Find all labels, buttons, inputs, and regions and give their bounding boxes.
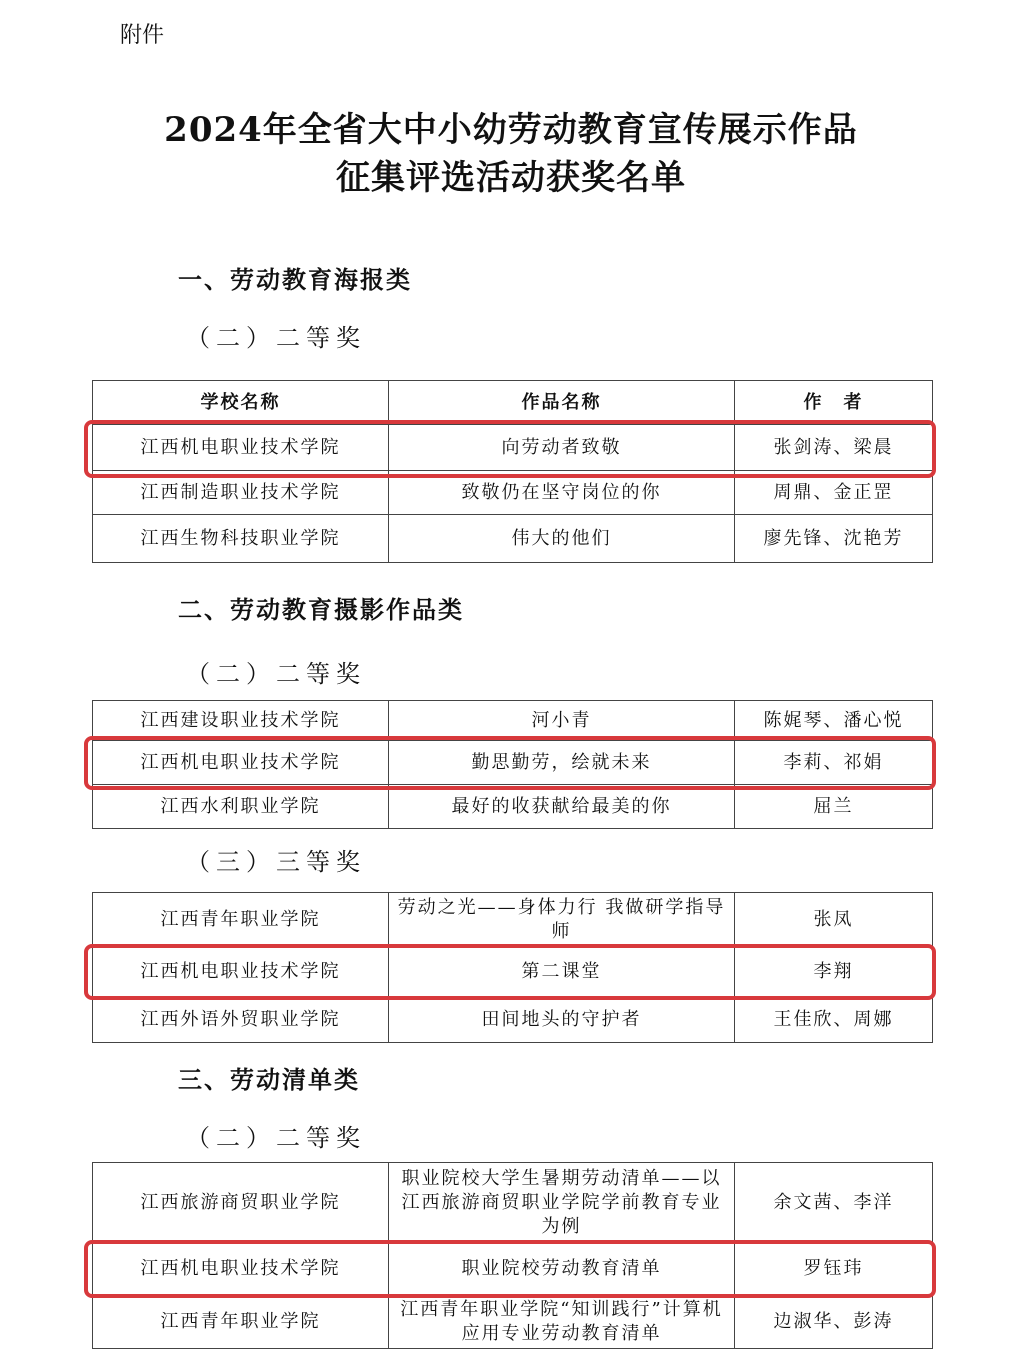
- work-cell: 向劳动者致敬: [389, 425, 735, 471]
- work-cell: 伟大的他们: [389, 515, 735, 563]
- work-cell: 河小青: [389, 701, 735, 741]
- work-cell: 第二课堂: [389, 947, 735, 997]
- award-heading: （三）三等奖: [186, 848, 366, 876]
- table-row: [93, 515, 933, 563]
- table-row: [93, 471, 933, 515]
- work-cell: 勤思勤劳，绘就未来: [389, 741, 735, 785]
- table-row: [93, 1295, 933, 1349]
- author-cell: 陈娓琴、潘心悦: [735, 701, 933, 741]
- table-row: [93, 947, 933, 997]
- award-heading: （二）二等奖: [186, 660, 366, 688]
- page-title-line1: 2024年全省大中小幼劳动教育宣传展示作品: [164, 110, 858, 150]
- school-cell: 江西外语外贸职业学院: [93, 997, 389, 1043]
- awards-table-poster: [92, 380, 933, 563]
- author-cell: 李翔: [735, 947, 933, 997]
- award-heading: （二）二等奖: [186, 1124, 366, 1152]
- school-cell: 江西制造职业技术学院: [93, 471, 389, 515]
- author-cell: 张凤: [735, 893, 933, 947]
- section-heading-photo: 二、劳动教育摄影作品类: [178, 596, 464, 624]
- school-cell: 江西青年职业学院: [93, 1295, 389, 1349]
- table-row: [93, 997, 933, 1043]
- work-cell: 职业院校大学生暑期劳动清单——以江西旅游商贸职业学院学前教育专业为例: [389, 1163, 735, 1243]
- header-school: 学校名称: [93, 381, 389, 425]
- table-row: [93, 1243, 933, 1295]
- author-cell: 屈兰: [735, 785, 933, 829]
- awards-table-photo-third: [92, 892, 933, 1043]
- work-cell: 田间地头的守护者: [389, 997, 735, 1043]
- table-row: [93, 741, 933, 785]
- school-cell: 江西青年职业学院: [93, 893, 389, 947]
- author-cell: 罗钰玮: [735, 1243, 933, 1295]
- table-row: [93, 1163, 933, 1243]
- work-cell: 江西青年职业学院“知训践行”计算机应用专业劳动教育清单: [389, 1295, 735, 1349]
- author-cell: 廖先锋、沈艳芳: [735, 515, 933, 563]
- school-cell: 江西机电职业技术学院: [93, 425, 389, 471]
- author-cell: 李莉、祁娟: [735, 741, 933, 785]
- work-cell: 最好的收获献给最美的你: [389, 785, 735, 829]
- section-heading-poster: 一、劳动教育海报类: [178, 266, 412, 294]
- work-cell: 职业院校劳动教育清单: [389, 1243, 735, 1295]
- section-heading-checklist: 三、劳动清单类: [178, 1066, 360, 1094]
- page-title-line2: 征集评选活动获奖名单: [336, 158, 686, 198]
- school-cell: 江西建设职业技术学院: [93, 701, 389, 741]
- table-row: [93, 701, 933, 741]
- table-row: [93, 893, 933, 947]
- attachment-label: 附件: [120, 23, 165, 48]
- work-cell: 致敬仍在坚守岗位的你: [389, 471, 735, 515]
- author-cell: 王佳欣、周娜: [735, 997, 933, 1043]
- award-heading: （二）二等奖: [186, 324, 366, 352]
- table-row: [93, 785, 933, 829]
- author-cell: 张剑涛、梁晨: [735, 425, 933, 471]
- school-cell: 江西水利职业学院: [93, 785, 389, 829]
- header-work: 作品名称: [389, 381, 735, 425]
- awards-table-checklist: [92, 1162, 933, 1349]
- author-cell: 边淑华、彭涛: [735, 1295, 933, 1349]
- table-row: [93, 425, 933, 471]
- school-cell: 江西生物科技职业学院: [93, 515, 389, 563]
- awards-table-photo-second: [92, 700, 933, 829]
- author-cell: 余文茜、李洋: [735, 1163, 933, 1243]
- table-header-row: [93, 381, 933, 425]
- school-cell: 江西机电职业技术学院: [93, 741, 389, 785]
- work-cell: 劳动之光——身体力行 我做研学指导师: [389, 893, 735, 947]
- school-cell: 江西旅游商贸职业学院: [93, 1163, 389, 1243]
- header-author: 作 者: [735, 381, 933, 425]
- school-cell: 江西机电职业技术学院: [93, 1243, 389, 1295]
- author-cell: 周鼎、金正罡: [735, 471, 933, 515]
- school-cell: 江西机电职业技术学院: [93, 947, 389, 997]
